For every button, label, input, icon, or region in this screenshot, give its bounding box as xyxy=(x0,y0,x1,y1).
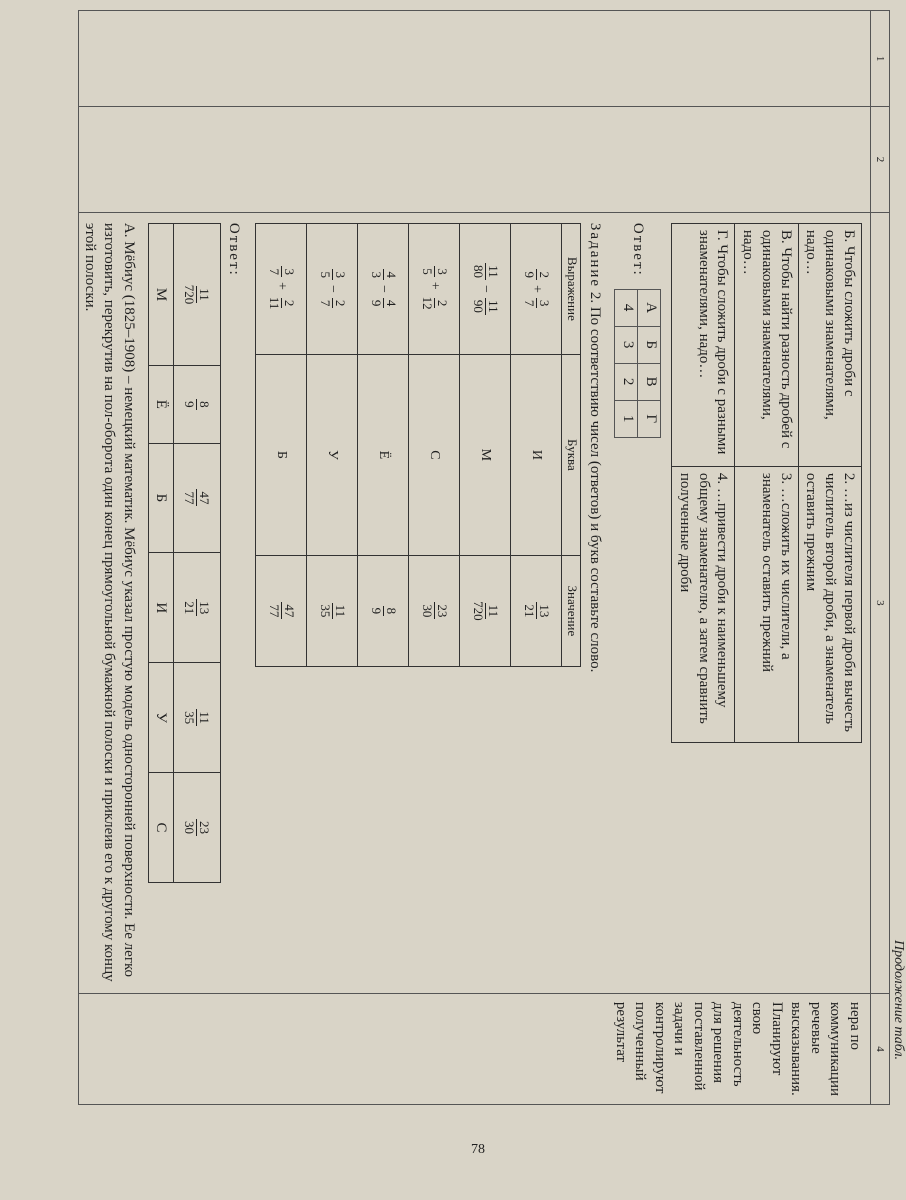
expression-cell xyxy=(256,223,307,354)
operator: + xyxy=(529,284,545,293)
rotated-page xyxy=(81,0,906,1125)
column-4-cell: нера по коммуникации речевые высказывания. Планируют свою деятельность для решения поставленной задачи и контролируют полученный результат xyxy=(79,993,871,1104)
fraction-numerator: 8 xyxy=(383,607,399,615)
fraction-numerator: 23 xyxy=(434,604,450,618)
definition-row xyxy=(735,223,798,742)
fraction xyxy=(183,819,211,836)
answer-2-letter-cell: У xyxy=(148,663,173,773)
answer-2-letter-cell: И xyxy=(148,553,173,663)
fraction-denominator: 9 xyxy=(522,271,537,278)
fraction-numerator: 11 xyxy=(485,265,501,278)
fraction-numerator: 2 xyxy=(434,299,450,307)
task-2-text: По соответствию чисел (ответов) и букв составьте слово. xyxy=(587,306,604,673)
fraction-denominator: 720 xyxy=(182,284,198,305)
fraction xyxy=(420,295,448,312)
answer-1-number: 1 xyxy=(615,400,638,437)
fraction-denominator: 5 xyxy=(318,271,333,278)
operator: − xyxy=(325,284,341,293)
fraction xyxy=(471,263,499,280)
answer-2-fraction-cell xyxy=(173,443,220,553)
fraction xyxy=(183,709,211,726)
header-letter: Буква xyxy=(562,354,581,555)
fraction-numerator: 3 xyxy=(536,299,552,307)
fraction-numerator: 8 xyxy=(196,401,212,408)
task-2-number: 2. xyxy=(587,291,604,304)
expression-row xyxy=(511,223,562,666)
answer-2-grid xyxy=(148,223,221,883)
definitions-table xyxy=(671,223,862,743)
letter-cell: И xyxy=(511,354,562,555)
fraction-numerator: 11 xyxy=(196,288,212,301)
fraction-numerator: 13 xyxy=(536,604,552,618)
definition-row xyxy=(672,223,735,742)
answer-1-letter: Г xyxy=(638,400,661,437)
answer-2-fraction-cell xyxy=(173,553,220,663)
fraction xyxy=(369,606,397,617)
fraction-denominator: 30 xyxy=(182,820,198,834)
expression-row xyxy=(358,223,409,666)
fraction xyxy=(183,399,211,410)
fraction-denominator: 7 xyxy=(318,299,333,307)
letter-cell: С xyxy=(409,354,460,555)
answer-2-letter-cell: Ё xyxy=(148,366,173,443)
fraction-denominator: 90 xyxy=(471,299,486,313)
fraction-numerator: 11 xyxy=(196,711,212,724)
answer-1-letter: В xyxy=(638,363,661,400)
operator: − xyxy=(478,284,494,293)
expression-row xyxy=(460,223,511,666)
task-2-label: Задание xyxy=(587,222,604,289)
fraction xyxy=(471,599,499,623)
answer-2-fraction-cell xyxy=(173,773,220,883)
definition-row xyxy=(798,223,861,742)
value-cell xyxy=(256,555,307,666)
definition-left: Б. Чтобы сложить дроби с одинаковыми знаменателями, надо… xyxy=(798,223,861,466)
answer-2-label-row xyxy=(225,223,244,983)
fraction-denominator: 5 xyxy=(420,268,435,275)
fraction-numerator: 11 xyxy=(485,300,501,313)
column-header-3: 3 xyxy=(871,212,890,993)
letter-cell: Б xyxy=(256,354,307,555)
letter-cell: Ё xyxy=(358,354,409,555)
value-cell xyxy=(460,555,511,666)
answer-1-label: Ответ: xyxy=(630,222,647,277)
fraction-denominator: 9 xyxy=(369,607,384,615)
answer-2-fraction-cell xyxy=(173,366,220,443)
header-value: Значение xyxy=(562,555,581,666)
value-cell xyxy=(511,555,562,666)
lesson-table xyxy=(78,10,890,1105)
fraction-denominator: 21 xyxy=(182,601,198,615)
fraction xyxy=(183,489,211,506)
fraction-numerator: 23 xyxy=(196,820,212,834)
page-number: 78 xyxy=(471,1142,485,1157)
expression-row xyxy=(409,223,460,666)
answer-1-number: 3 xyxy=(615,326,638,363)
fraction xyxy=(420,602,448,619)
fraction-denominator: 9 xyxy=(182,401,198,408)
fraction-numerator: 47 xyxy=(196,491,212,505)
fraction xyxy=(420,266,448,277)
fraction-denominator: 3 xyxy=(369,271,384,278)
fraction xyxy=(267,602,295,619)
task-2-heading xyxy=(586,223,605,983)
expression-cell xyxy=(460,223,511,354)
answer-2-letter-cell: С xyxy=(148,773,173,883)
fraction-numerator: 3 xyxy=(434,268,450,275)
fraction-denominator: 35 xyxy=(318,604,333,618)
fraction-denominator: 21 xyxy=(522,604,537,618)
continued-label: Продолжение табл. xyxy=(891,940,906,1061)
fraction-denominator: 7 xyxy=(522,299,537,307)
answer-1 xyxy=(614,223,661,983)
value-cell xyxy=(307,555,358,666)
fraction xyxy=(183,599,211,616)
answer-2-fractions xyxy=(173,223,220,882)
fraction-denominator: 720 xyxy=(471,601,486,621)
fraction xyxy=(369,269,397,280)
fraction-numerator: 2 xyxy=(332,299,348,307)
expressions-table xyxy=(256,223,582,667)
answer-1-letter: А xyxy=(638,289,661,326)
column-1-cell xyxy=(79,11,871,107)
column-2-cell xyxy=(79,107,871,213)
fraction-numerator: 47 xyxy=(281,604,297,618)
fraction xyxy=(318,298,346,309)
value-cell xyxy=(409,555,460,666)
expression-cell xyxy=(307,223,358,354)
fraction-numerator: 3 xyxy=(332,271,348,278)
fraction-denominator: 35 xyxy=(182,711,198,725)
expression-cell xyxy=(409,223,460,354)
answer-2-fraction-cell xyxy=(173,663,220,773)
fraction-numerator: 11 xyxy=(485,604,501,618)
operator: − xyxy=(376,284,392,293)
fraction-denominator: 9 xyxy=(369,299,384,307)
fraction xyxy=(471,298,499,315)
column-header-2: 2 xyxy=(871,107,890,213)
expression-row xyxy=(256,223,307,666)
fraction-denominator: 80 xyxy=(471,264,486,278)
definition-left: Г. Чтобы сложить дроби с разными знаменателями, надо… xyxy=(672,223,735,466)
column-header-4: 4 xyxy=(871,993,890,1104)
fraction xyxy=(522,298,550,309)
answer-1-letter: Б xyxy=(638,326,661,363)
fraction-numerator: 4 xyxy=(383,271,399,278)
definition-left: В. Чтобы найти разность дробей с одинаковыми знаменателями, надо… xyxy=(735,223,798,466)
value-cell xyxy=(358,555,409,666)
answer-1-number: 2 xyxy=(615,363,638,400)
expression-cell xyxy=(511,223,562,354)
fraction xyxy=(318,602,346,619)
fraction-numerator: 13 xyxy=(196,601,212,615)
fraction-denominator: 12 xyxy=(420,296,435,310)
header-expression: Выражение xyxy=(562,223,581,354)
column-3-cell xyxy=(79,212,871,993)
fraction xyxy=(522,602,550,619)
expression-cell xyxy=(358,223,409,354)
column-header-1: 1 xyxy=(871,11,890,107)
fraction xyxy=(183,283,211,307)
fraction-denominator: 30 xyxy=(420,604,435,618)
fraction-numerator: 11 xyxy=(332,604,348,618)
fraction-numerator: 4 xyxy=(383,299,399,307)
operator: + xyxy=(427,281,443,290)
fraction-numerator: 2 xyxy=(281,299,297,307)
fraction-denominator: 11 xyxy=(267,296,282,310)
letter-cell: М xyxy=(460,354,511,555)
expression-row xyxy=(307,223,358,666)
answer-2-label: Ответ: xyxy=(226,222,243,277)
definition-right: 4. …привести дроби к наименьшему общему знаменателю, а затем сравнить полученные дроби xyxy=(672,466,735,742)
letter-cell: У xyxy=(307,354,358,555)
fraction xyxy=(522,269,550,280)
fraction-numerator: 2 xyxy=(536,271,552,278)
fraction-denominator: 7 xyxy=(267,268,282,275)
definition-right: 2. …из числителя первой дроби вычесть числитель второй дроби, а знаменатель оставить прежним xyxy=(798,466,861,742)
answer-2-letter-cell: Б xyxy=(148,443,173,553)
fraction xyxy=(267,295,295,312)
definition-right: 3. …сложить их числители, а знаменатель оставить прежний xyxy=(735,466,798,742)
operator: + xyxy=(274,281,290,290)
fraction-denominator: 77 xyxy=(267,604,282,618)
answer-2-letter-cell: М xyxy=(148,223,173,365)
fraction xyxy=(318,269,346,280)
fraction-denominator: 77 xyxy=(182,491,198,505)
fraction-numerator: 3 xyxy=(281,268,297,275)
fraction xyxy=(267,266,295,277)
mobius-note: А. Мёбиус (1825–1908) – немецкий математик. Мёбиус указал простую модель односторонней поверхности. Ее легко изготовить, перекрутив на пол-оборота один конец прямоугольной бумажной полоски и приклеив его к другому концу этой полоски. xyxy=(81,222,137,982)
answer-1-grid xyxy=(614,289,661,438)
answer-1-number: 4 xyxy=(615,289,638,326)
expression-rows xyxy=(256,223,562,666)
answer-2-letters xyxy=(148,223,173,882)
answer-2-fraction-cell xyxy=(173,223,220,365)
fraction xyxy=(369,298,397,309)
